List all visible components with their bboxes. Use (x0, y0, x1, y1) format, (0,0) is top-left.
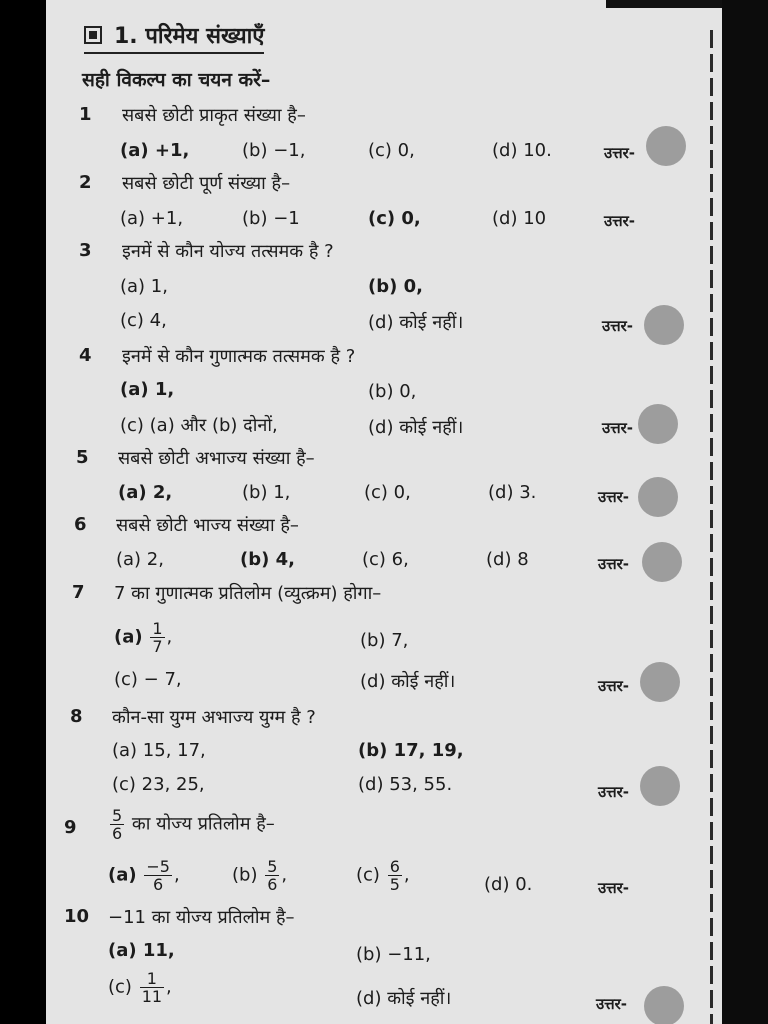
option-b: (b) 0, (368, 276, 423, 297)
option-c: (c) $\frac{1}{11}$ , (108, 969, 172, 1006)
answer-label: उत्तर- (598, 677, 629, 695)
question-text: इनमें से कौन योज्य तत्समक है ? (122, 241, 334, 262)
option-d: (d) 8 (486, 549, 529, 570)
question-number: 4 (79, 345, 92, 366)
instruction-text: सही विकल्प का चयन करें– (82, 69, 271, 91)
option-d: (d) कोई नहीं। (368, 417, 464, 438)
fraction: $\frac{1}{7}$ (152, 619, 163, 656)
option-b: (b) 0, (368, 381, 417, 402)
answer-label: उत्तर- (598, 783, 629, 801)
question-text: $\frac{5}{6}$ का योज्य प्रतिलोम है– (112, 806, 275, 843)
option-a: (a) +1, (120, 140, 190, 161)
answer-circle (640, 766, 680, 806)
option-b: (b) 7, (360, 630, 409, 651)
option-c: (c) 0, (364, 482, 411, 503)
answer-circle (644, 986, 684, 1024)
square-bullet-icon (84, 26, 102, 44)
option-b: (b) −1 (242, 208, 300, 229)
question-number: 10 (64, 906, 90, 927)
dark-background-edge (722, 0, 768, 1024)
question-number: 9 (64, 817, 77, 838)
answer-label: उत्तर- (602, 317, 633, 335)
fraction: $\frac{-5}{6}$ (146, 857, 170, 894)
option-b: (b) −1, (242, 140, 306, 161)
chapter-title (84, 20, 264, 54)
option-d: (d) कोई नहीं। (360, 671, 456, 692)
option-c: (c) 0, (368, 140, 415, 161)
option-c: (c) − 7, (114, 669, 182, 690)
chapter-title-text: 1. परिमेय संख्याएँ (114, 24, 265, 49)
question-number: 5 (76, 447, 89, 468)
option-c: (c) 0, (368, 208, 421, 229)
question-number: 6 (74, 514, 87, 535)
option-d: (d) कोई नहीं। (368, 312, 464, 333)
question-number: 3 (79, 240, 92, 261)
question-text: 7 का गुणात्मक प्रतिलोम (व्युत्क्रम) होगा– (114, 583, 382, 604)
answer-label: उत्तर- (598, 879, 629, 897)
option-a: (a) 1, (120, 276, 168, 297)
answer-circle (642, 542, 682, 582)
option-d: (d) 10 (492, 208, 547, 229)
option-c: (c) (a) और (b) दोनों, (120, 415, 278, 436)
option-d: (d) 3. (488, 482, 537, 503)
fraction: $\frac{5}{6}$ (267, 857, 278, 894)
answer-circle (646, 126, 686, 166)
option-c: (c) $\frac{6}{5}$ , (356, 857, 410, 894)
option-c: (c) 23, 25, (112, 774, 205, 795)
option-d: (d) 53, 55. (358, 774, 453, 795)
option-c: (c) 6, (362, 549, 409, 570)
answer-label: उत्तर- (596, 995, 627, 1013)
option-a: (a) +1, (120, 208, 184, 229)
question-text: सबसे छोटी प्राकृत संख्या है– (122, 105, 306, 126)
question-text: सबसे छोटी पूर्ण संख्या है– (122, 173, 291, 194)
question-text: सबसे छोटी भाज्य संख्या है– (116, 515, 299, 536)
option-a: (a) $\frac{1}{7}$ , (114, 619, 173, 656)
answer-label: उत्तर- (604, 212, 635, 230)
question-text: −11 का योज्य प्रतिलोम है– (108, 907, 295, 928)
option-d: (d) 0. (484, 874, 533, 895)
option-b: (b) $\frac{5}{6}$ , (232, 857, 288, 894)
question-text: कौन-सा युग्म अभाज्य युग्म है ? (112, 707, 316, 728)
option-c: (c) 4, (120, 310, 167, 331)
question-text: इनमें से कौन गुणात्मक तत्समक है ? (122, 346, 356, 367)
answer-label: उत्तर- (604, 144, 635, 162)
option-a: (a) 2, (118, 482, 173, 503)
option-d: (d) कोई नहीं। (356, 988, 452, 1009)
answer-label: उत्तर- (598, 488, 629, 506)
option-a: (a) 15, 17, (112, 740, 206, 761)
question-text: सबसे छोटी अभाज्य संख्या है– (118, 448, 315, 469)
binding-line (710, 30, 713, 1024)
answer-label: उत्तर- (602, 419, 633, 437)
option-a: (a) 2, (116, 549, 164, 570)
option-b: (b) 1, (242, 482, 291, 503)
fraction: $\frac{1}{11}$ (141, 969, 163, 1006)
option-b: (b) −11, (356, 944, 431, 965)
answer-circle (644, 305, 684, 345)
fraction: $\frac{6}{5}$ (389, 857, 400, 894)
question-number: 7 (72, 582, 85, 603)
option-d: (d) 10. (492, 140, 552, 161)
answer-label: उत्तर- (598, 555, 629, 573)
question-number: 2 (79, 172, 92, 193)
option-a: (a) $\frac{-5}{6}$ , (108, 857, 180, 894)
page-edge-shadow (606, 0, 722, 8)
option-a: (a) 1, (120, 379, 175, 400)
answer-circle (640, 662, 680, 702)
fraction: $\frac{5}{6}$ (112, 806, 123, 843)
option-b: (b) 4, (240, 549, 295, 570)
question-number: 1 (79, 104, 92, 125)
answer-circle (638, 477, 678, 517)
question-number: 8 (70, 706, 83, 727)
answer-circle (638, 404, 678, 444)
option-b: (b) 17, 19, (358, 740, 464, 761)
textbook-page (46, 0, 722, 1024)
option-a: (a) 11, (108, 940, 175, 961)
